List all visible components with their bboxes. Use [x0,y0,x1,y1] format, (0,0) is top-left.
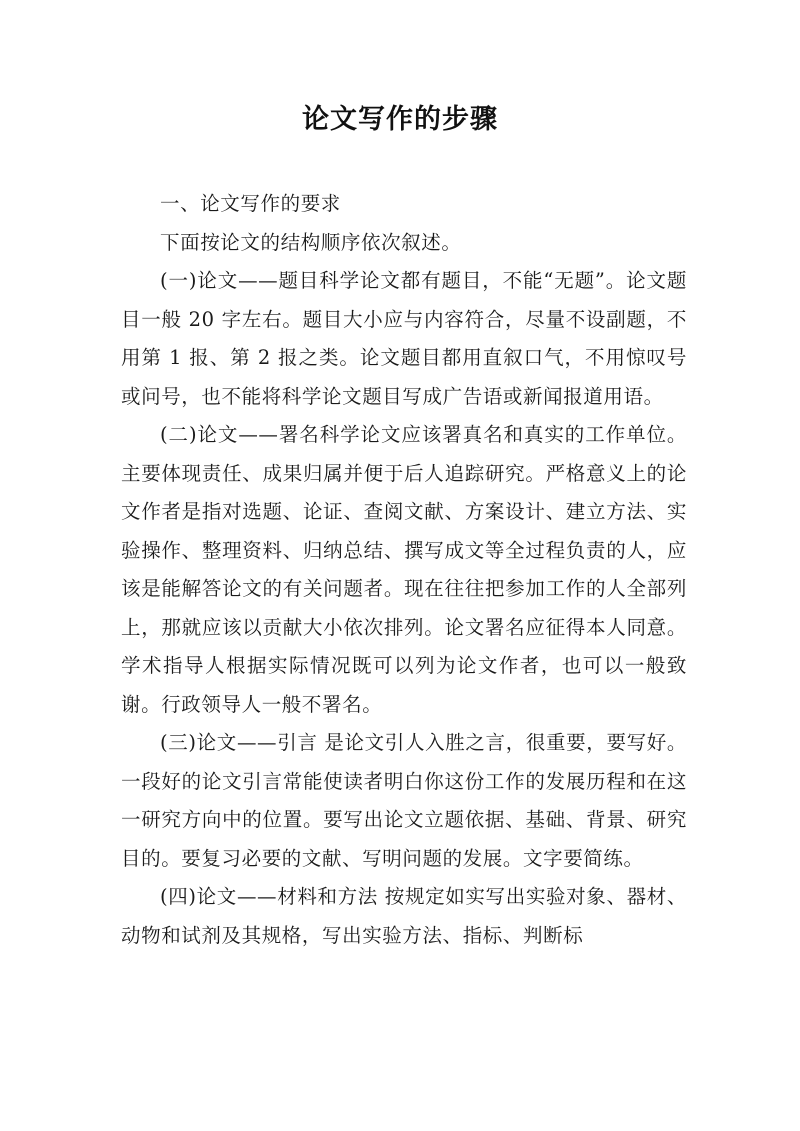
paragraph-intro: 下面按论文的结构顺序依次叙述。 [160,230,462,254]
paragraph-author-section: (二)论文——署名科学论文应该署真名和真实的工作单位。主要体现责任、成果归属并便于后人追踪研究。严格意义上的论文作者是指对选题、论证、查阅文献、方案设计、建立方法、实验操作、整理资料、归纳总结、撰写成文等全过程负责的人，应该是能解答论文的有关问题者。现在往往把参加工作的人全部列上，那就应该以贡献大小依次排列。论文署名应征得本人同意。学术指导人根据实际情况既可以列为论文作者，也可以一般致谢。行政领导人一般不署名。 [121,423,687,716]
section-heading-requirements: 一、论文写作的要求 [160,192,341,215]
paragraph-materials-methods-section: (四)论文——材料和方法 按规定如实写出实验对象、器材、动物和试剂及其规格，写出实验方法、指标、判断标 [121,885,687,947]
document-body [121,185,687,955]
paragraph-introduction-section: (三)论文——引言 是论文引人入胜之言，很重要，要写好。一段好的论文引言常能使读者明白你这份工作的发展历程和在这一研究方向中的位置。要写出论文立题依据、基础、背景、研究目的。要复习必要的文献、写明问题的发展。文字要简练。 [121,731,687,870]
paragraph-title-section: (一)论文——题目科学论文都有题目，不能“无题”。论文题目一般 20 字左右。题目大小应与内容符合，尽量不设副题，不用第 1 报、第 2 报之类。论文题目都用直叙口气，不用惊叹号或问号，也不能将科学论文题目写成广告语或新闻报道用语。 [121,269,687,408]
document-title: 论文写作的步骤 [302,104,498,135]
